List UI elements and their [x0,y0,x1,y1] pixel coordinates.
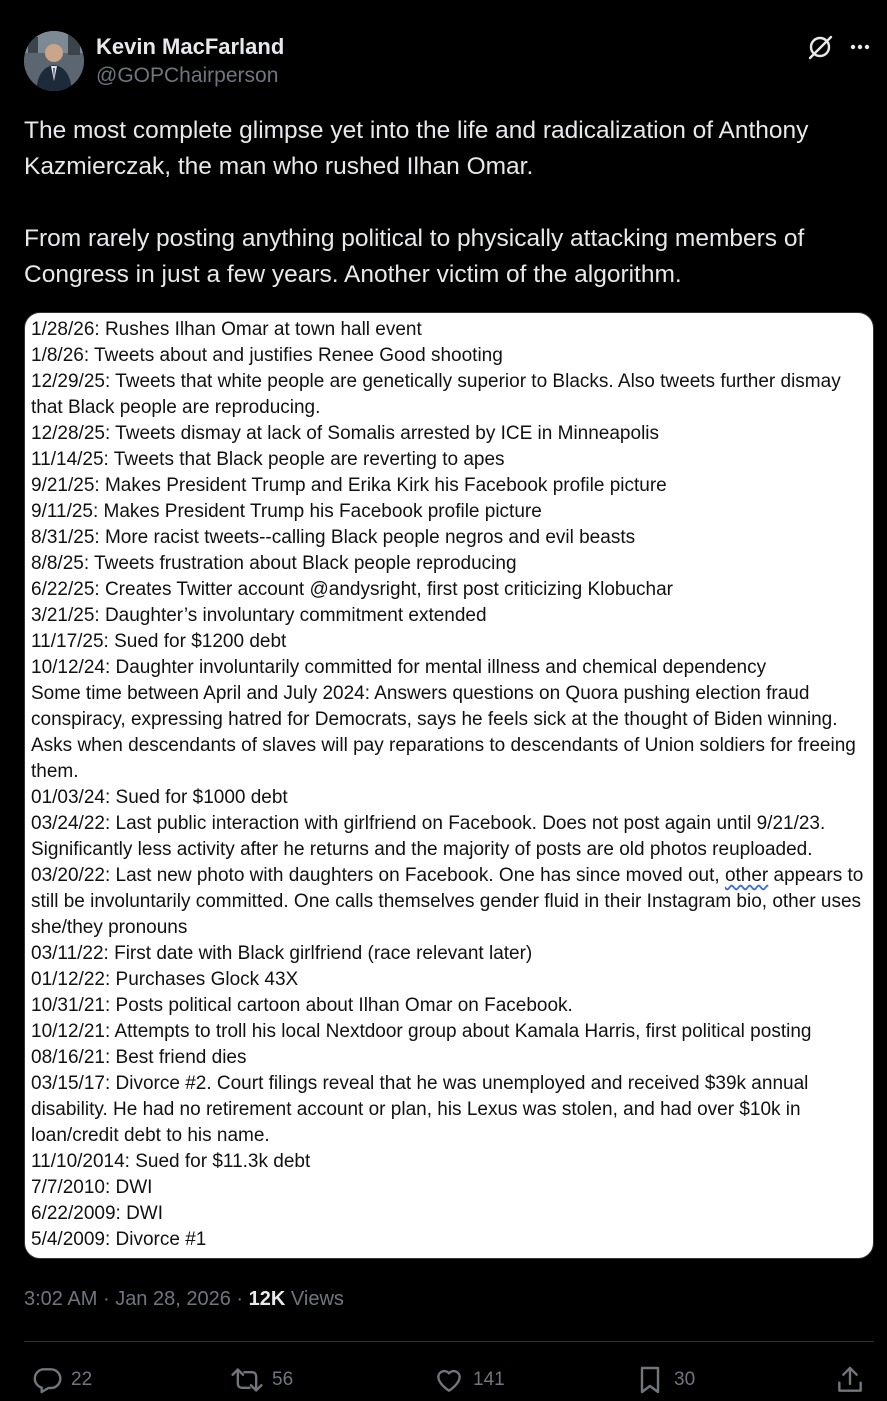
meta-separator: · [236,1288,244,1310]
tweet-text [24,113,874,293]
timeline-line: 10/12/24: Daughter involuntarily committed for mental illness and chemical dependency [31,657,767,678]
tweet-time[interactable]: 3:02 AM [24,1288,98,1310]
repost-count: 56 [272,1369,294,1390]
timeline-line: 03/11/22: First date with Black girlfriend (race relevant later) [31,943,533,964]
views-label: Views [290,1288,344,1310]
divider [24,1341,874,1342]
timeline-line: 11/14/25: Tweets that Black people are reverting to apes [31,449,505,470]
heart-icon [433,1364,465,1396]
timeline-line: 5/4/2009: Divorce #1 [31,1229,207,1250]
timeline-line: 03/15/17: Divorce #2. Court filings reveal that he was unemployed and received $39k annual disability. He had no retirement account or plan, his Lexus was stolen, and had over $10k in loan/credit debt to his name. [31,1073,809,1146]
timeline-line: 01/03/24: Sued for $1000 debt [31,787,288,808]
timeline-line: 6/22/2009: DWI [31,1203,164,1224]
avatar[interactable] [24,31,84,91]
timeline-line: 9/11/25: Makes President Trump his Facebook profile picture [31,501,542,522]
reply-count: 22 [71,1369,93,1390]
author-name[interactable]: Kevin MacFarland [96,34,285,59]
timeline-line: 10/12/21: Attempts to troll his local Nextdoor group about Kamala Harris, first political posting [31,1021,812,1042]
timeline-line: 11/10/2014: Sued for $11.3k debt [31,1151,311,1172]
like-button[interactable] [433,1362,505,1398]
repost-button[interactable] [230,1362,293,1398]
bookmark-icon [634,1364,666,1396]
timeline-line: 8/31/25: More racist tweets--calling Black people negros and evil beasts [31,527,636,548]
timeline-line: 11/17/25: Sued for $1200 debt [31,631,287,652]
reply-button[interactable] [31,1362,92,1398]
repost-icon [230,1364,264,1396]
timeline-line: 08/16/21: Best friend dies [31,1047,247,1068]
meta-separator: · [102,1288,110,1310]
timeline-line: 03/24/22: Last public interaction with girlfriend on Facebook. Does not post again until 9/21/23. Significantly less activity after he returns and the majority of posts are old photos reuploaded. [31,813,826,860]
timeline-line: 01/12/22: Purchases Glock 43X [31,969,299,990]
timeline-line: 10/31/21: Posts political cartoon about Ilhan Omar on Facebook. [31,995,573,1016]
timeline-line: 7/7/2010: DWI [31,1177,153,1198]
timeline-line: 9/21/25: Makes President Trump and Erika Kirk his Facebook profile picture [31,475,667,496]
timeline-line: 6/22/25: Creates Twitter account @andysright, first post criticizing Klobuchar [31,579,674,600]
bookmark-button[interactable] [634,1362,695,1398]
timeline-line: 12/29/25: Tweets that white people are genetically superior to Blacks. Also tweets further dismay that Black people are reproducing. [31,371,841,418]
share-icon [834,1364,866,1396]
bookmark-count: 30 [674,1369,696,1390]
tweet-paragraph: From rarely posting anything political to physically attacking members of Congress in just a few years. Another victim of the algorithm. [24,225,805,288]
tweet-meta [24,1288,344,1311]
timeline-line: 1/28/26: Rushes Ilhan Omar at town hall event [31,319,422,340]
tweet-paragraph: The most complete glimpse yet into the life and radicalization of Anthony Kazmierczak, the man who rushed Ilhan Omar. [24,117,809,180]
timeline-line: Some time between April and July 2024: Answers questions on Quora pushing election fraud conspiracy, expressing hatred for Democrats, says he feels sick at the thought of Biden winning. Asks when descendants of slaves will pay reparations to descendants of Union soldiers for freeing them. [31,683,856,782]
more-icon[interactable] [845,32,875,62]
grok-icon[interactable] [806,33,834,61]
author-handle[interactable]: @GOPChairperson [96,64,279,87]
timeline-line: 03/20/22: Last new photo with daughters on Facebook. One has since moved out, other appears to still be involuntarily committed. One calls themselves gender fluid in their Instagram bio, other uses she/they pronouns [31,865,864,938]
share-button[interactable] [834,1362,874,1398]
timeline-line: 8/8/25: Tweets frustration about Black people reproducing [31,553,517,574]
tweet-image[interactable] [24,312,874,1259]
tweet-date[interactable]: Jan 28, 2026 [115,1288,231,1310]
timeline-line: 3/21/25: Daughter’s involuntary commitment extended [31,605,487,626]
timeline-line: 1/8/26: Tweets about and justifies Renee Good shooting [31,345,503,366]
reply-icon [31,1364,63,1396]
timeline-line: 12/28/25: Tweets dismay at lack of Somalis arrested by ICE in Minneapolis [31,423,660,444]
like-count: 141 [473,1369,505,1390]
views-count[interactable]: 12K [248,1288,286,1310]
